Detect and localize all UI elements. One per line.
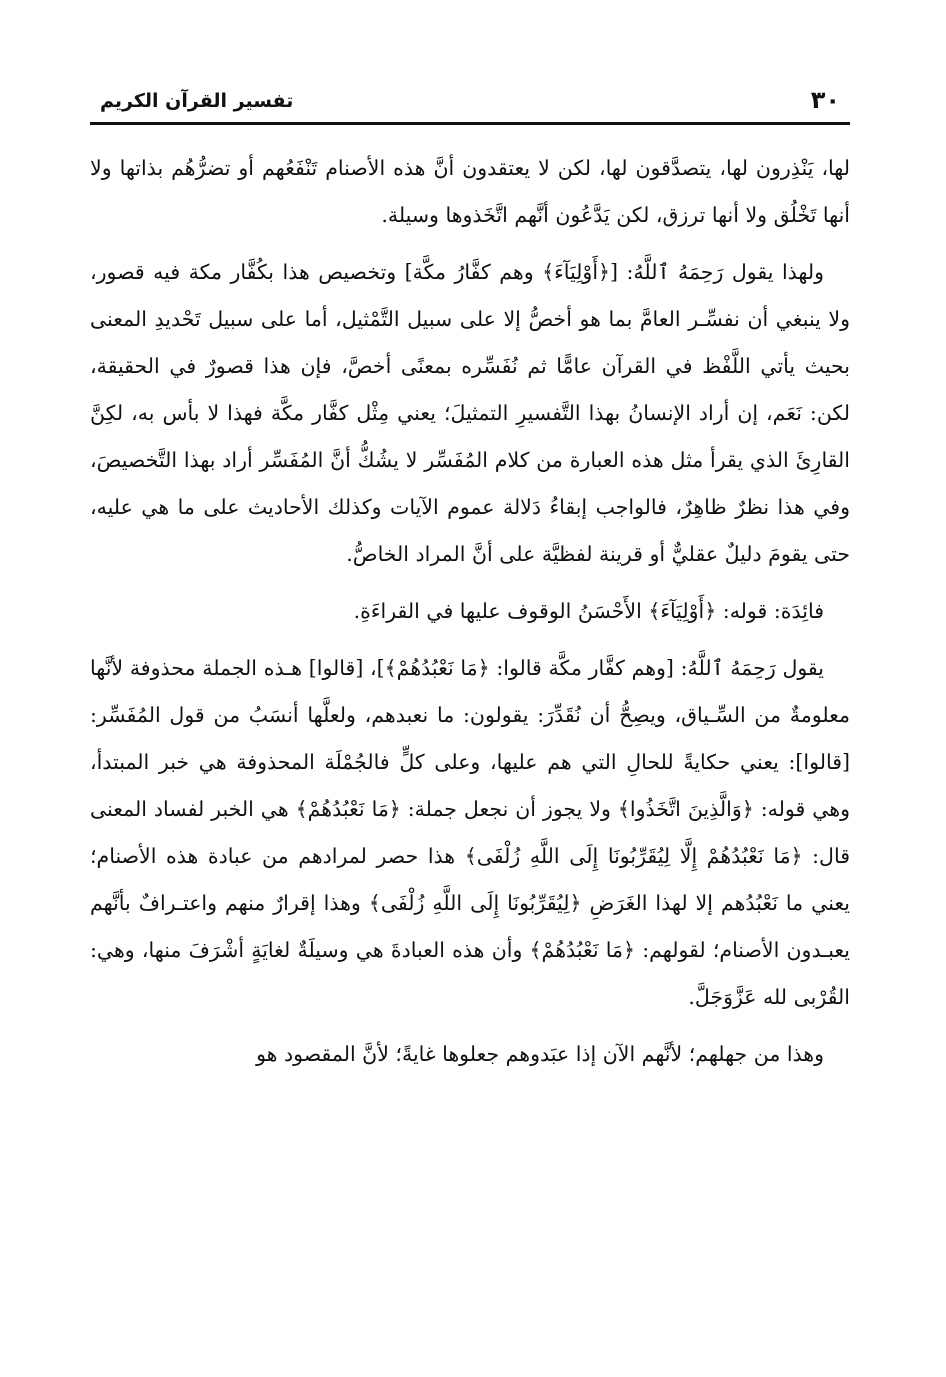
- page-number: ٣٠: [810, 86, 840, 114]
- body-text: [90, 145, 850, 1078]
- page-header: [90, 80, 850, 125]
- paragraph: ولهذا يقول رَحِمَهُ ٱللَّهُ: [﴿أَوْلِيَآءَ﴾ وهم كفَّارُ مكَّة] وتخصيص هذا بكُفَّار مكة فيه قصور، ولا ينبغي أن نفسِّـر العامَّ بما هو أخصُّ إلا على سبيل التَّمْثيل، أما على سبيل تَحْديدِ المعنى بحيث يأتي اللَّفْظ في القرآن عامًّا ثم نُفَسِّره بمعنًى أخصَّ، فإن هذا قصورٌ في الحقيقة، لكن: نَعَم، إن أراد الإنسانُ بهذا التَّفسيرِ التمثيلَ؛ يعني مِثْل كفَّار مكَّة فهذا لا بأس به، لكِنَّ القارِئَ الذي يقرأ مثل هذه العبارة من كلام المُفَسِّر لا يشُكُّ أنَّ المُفَسِّر أراد بهذا التَّخصيصَ، وفي هذا نظرٌ ظاهِرٌ، فالواجب إبقاءُ دَلالة عموم الآيات وكذلك الأحاديث على ما هي عليه، حتى يقومَ دليلٌ عقليٌّ أو قرينة لفظيَّة على أنَّ المراد الخاصُّ.: [90, 260, 850, 566]
- paragraph: فائِدَة: قوله: ﴿أَوْلِيَآءَ﴾ الأَحْسَنُ الوقوف عليها في القراءَةِ.: [353, 599, 824, 623]
- running-title: تفسير القرآن الكريم: [100, 90, 294, 112]
- paragraph: لها، يَنْذِرون لها، يتصدَّقون لها، لكن لا يعتقدون أنَّ هذه الأصنام تَنْفَعُهم أو تضرُّهُم بذاتها ولا أنها تَخْلُق ولا أنها ترزق، لكن يَدَّعُون أنَّهم اتَّخَذوها وسيلة.: [90, 156, 850, 227]
- paragraph: وهذا من جهلهم؛ لأنَّهم الآن إذا عبَدوهم جعلوها غايةً؛ لأنَّ المقصود هو: [256, 1042, 824, 1066]
- paragraph: يقول رَحِمَهُ ٱللَّهُ: [وهم كفَّار مكَّة قالوا: ﴿مَا نَعْبُدُهُمْ﴾]، [قالوا] هـذه الجملة محذوفة لأنَّها معلومةٌ من السِّـياق، ويصِحُّ أن نُقَدِّرَ: يقولون: ما نعبدهم، ولعلَّها أنسَبُ من قول المُفَسِّر: [قالوا]: يعني حكايةً للحالِ التي هم عليها، وعلى كلٍّ فالجُمْلَة المحذوفة هي خبر المبتدأ، وهي قوله: ﴿وَالَّذِينَ اتَّخَذُوا﴾ ولا يجوز أن نجعل جملة: ﴿مَا نَعْبُدُهُمْ﴾ هي الخبر لفساد المعنى قال: ﴿مَا نَعْبُدُهُمْ إِلَّا لِيُقَرِّبُونَا إِلَى اللَّهِ زُلْفَى﴾ هذا حصر لمرادهم من عبادة هذه الأصنام؛ يعني ما نَعْبُدُهم إلا لهذا الغَرَضِ ﴿لِيُقَرِّبُونَا إِلَى اللَّهِ زُلْفَى﴾ وهذا إقرارٌ منهم واعتـرافٌ بأنَّهم يعبـدون الأصنام؛ لقولهم: ﴿مَا نَعْبُدُهُمْ﴾ وأن هذه العبادةَ هي وسيلَةٌ لغايَةٍ أشْرَفَ منها، وهي: القُرْبى لله عَزَّوَجَلَّ.: [90, 656, 850, 1009]
- page-content: [90, 80, 850, 1078]
